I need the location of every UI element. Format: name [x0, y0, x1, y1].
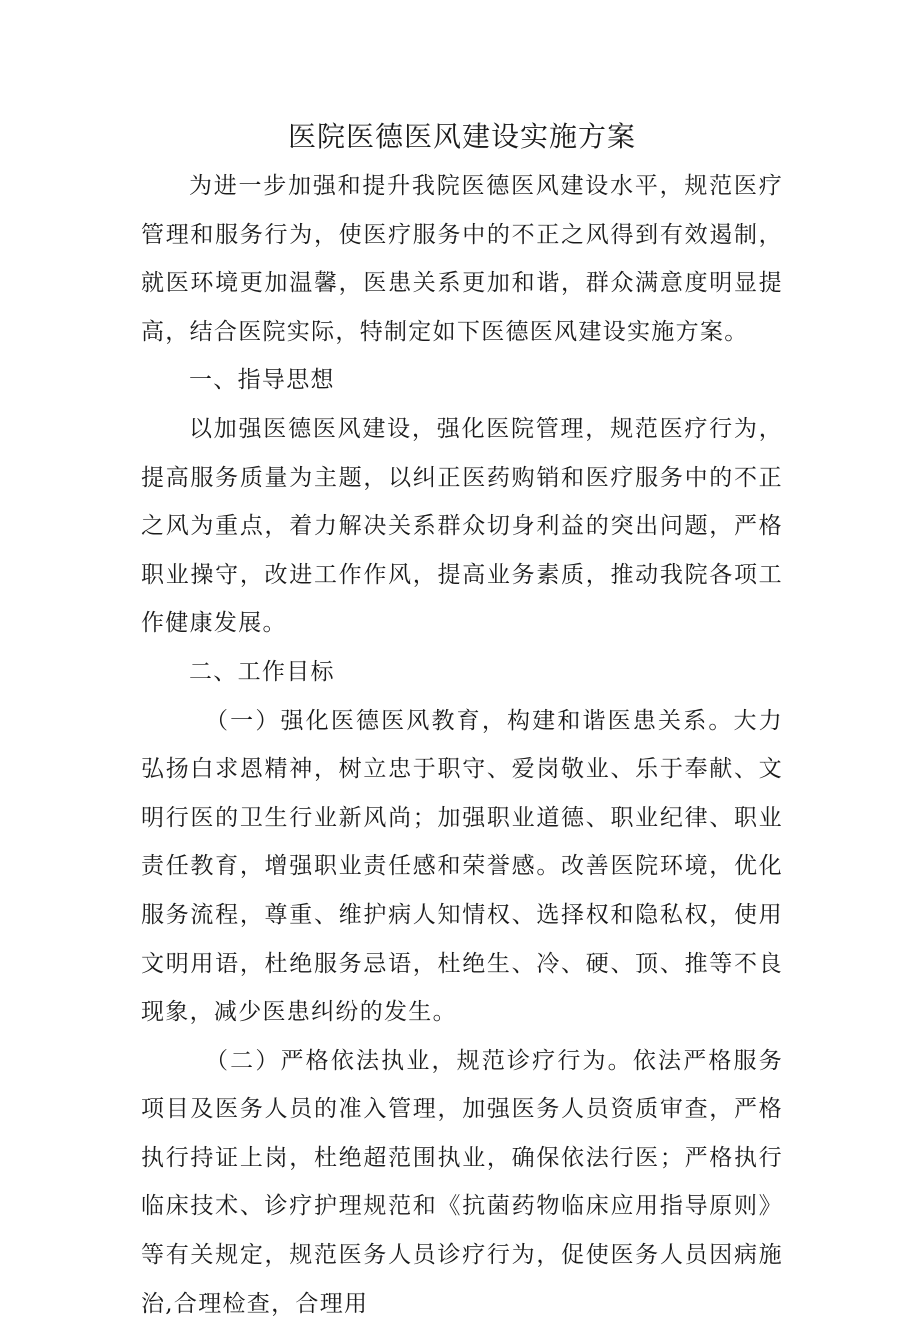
document-title: 医院医德医风建设实施方案	[287, 120, 636, 153]
document-page	[141, 112, 783, 1328]
work-goal-item-2: （二）严格依法执业，规范诊疗行为。依法严格服务项目及医务人员的准入管理，加强医务人员资质审查，严格执行持证上岗，杜绝超范围执业，确保依法行医；严格执行临床技术、诊疗护理规范和《抗菌药物临床应用指导原则》等有关规定，规范医务人员诊疗行为，促使医务人员因病施治,合理检查，合理用	[141, 1047, 783, 1317]
section-heading-guiding-ideology: 一、指导思想	[189, 367, 335, 394]
work-goal-item-1: （一）强化医德医风教育，构建和谐医患关系。大力弘扬白求恩精神，树立忠于职守、爱岗敬业、乐于奉献、文明行医的卫生行业新风尚；加强职业道德、职业纪律、职业责任教育，增强职业责任感和荣誉感。改善医院环境，优化服务流程，尊重、维护病人知情权、选择权和隐私权，使用文明用语，杜绝服务忌语，杜绝生、冷、硬、顶、推等不良现象，减少医患纠纷的发生。	[141, 707, 783, 1026]
section-heading-work-goals: 二、工作目标	[189, 658, 335, 685]
guiding-ideology-paragraph: 以加强医德医风建设，强化医院管理，规范医疗行为，提高服务质量为主题，以纠正医药购销和医疗服务中的不正之风为重点，着力解决关系群众切身利益的突出问题，严格职业操守，改进工作作风，提高业务素质，推动我院各项工作健康发展。	[141, 415, 783, 637]
intro-paragraph: 为进一步加强和提升我院医德医风建设水平，规范医疗管理和服务行为，使医疗服务中的不正之风得到有效遏制，就医环境更加温馨，医患关系更加和谐，群众满意度明显提高，结合医院实际，特制定如下医德医风建设实施方案。	[141, 173, 783, 345]
